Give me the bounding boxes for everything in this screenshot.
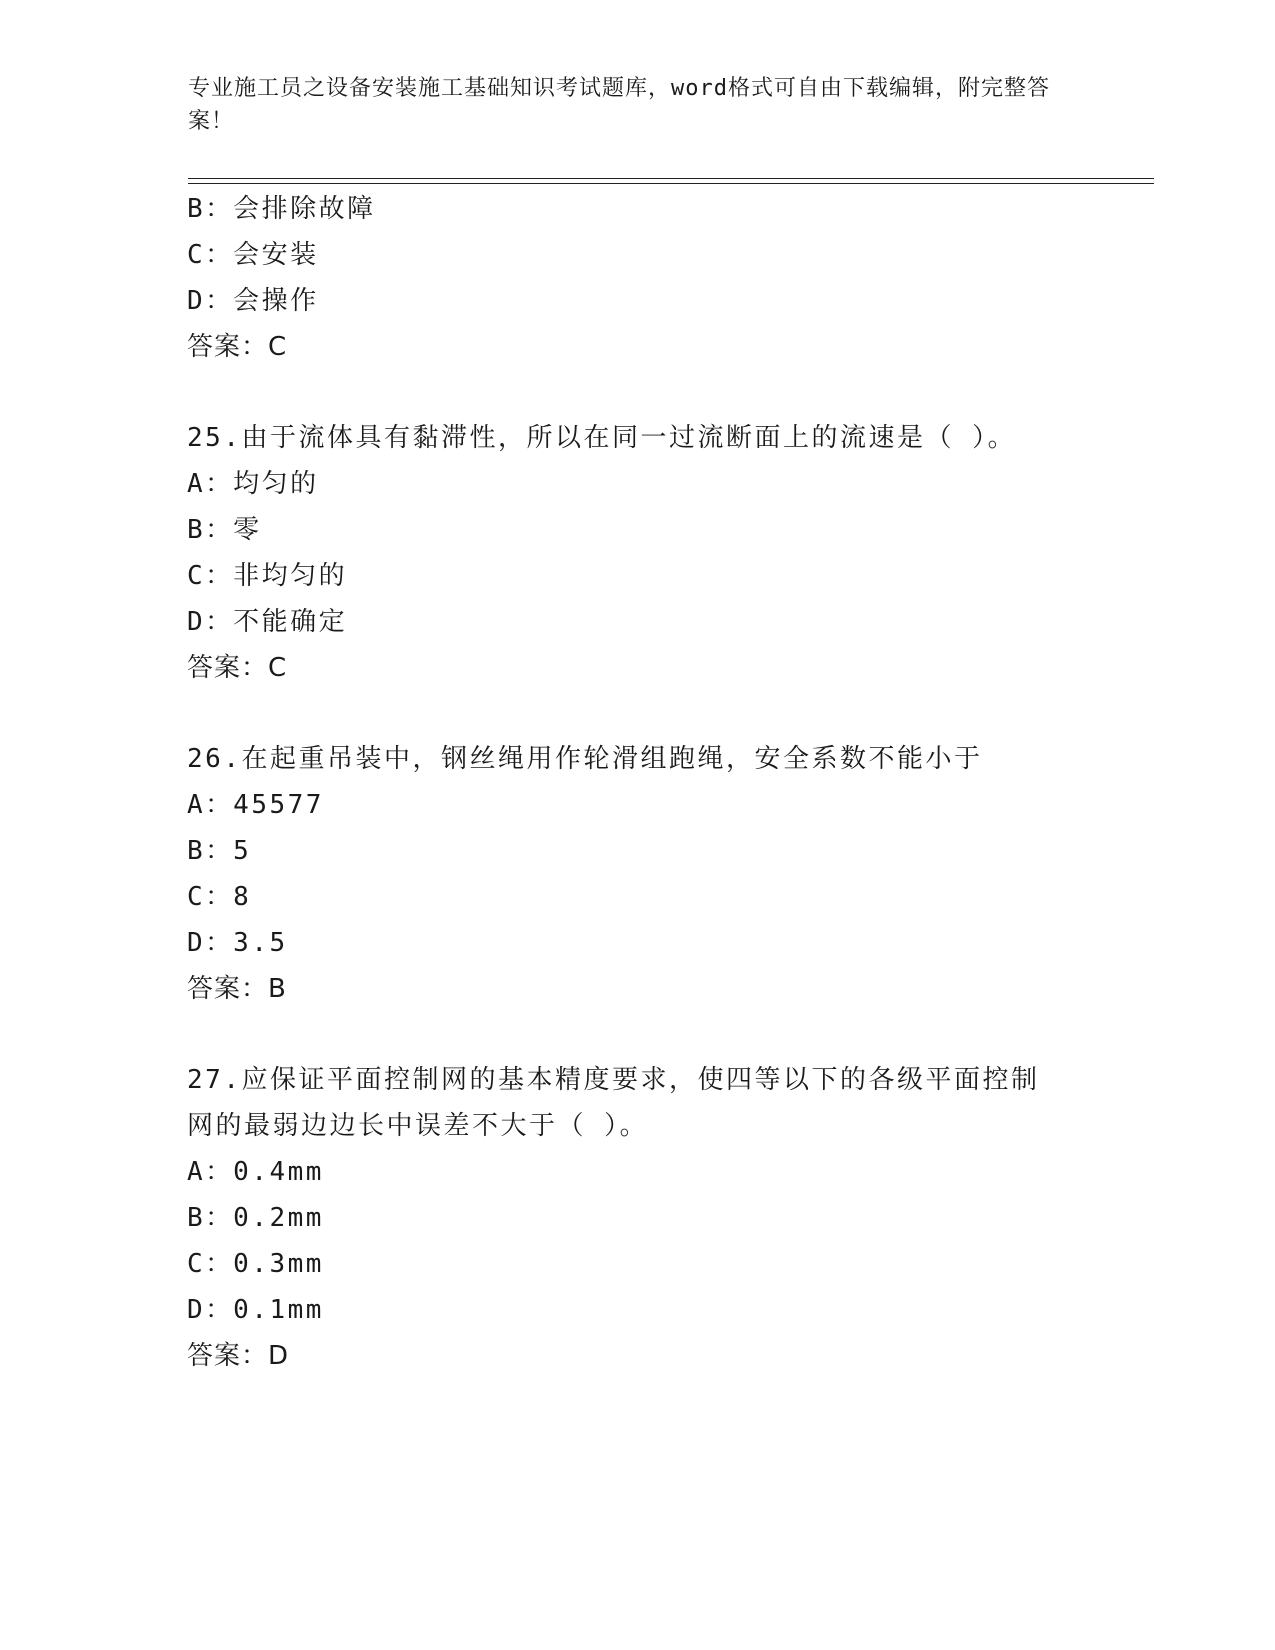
option-c: C ： 会安装 (187, 232, 1087, 278)
option-b: B ： 会排除故障 (187, 186, 1087, 232)
option-c: C ： 0.3mm (187, 1241, 1087, 1287)
answer-line: 答案 ： B (187, 966, 1087, 1012)
answer-line: 答案 ： C (187, 324, 1087, 370)
question-list (187, 186, 1087, 1379)
header-divider-bottom (188, 183, 1154, 184)
option-b: B ： 5 (187, 828, 1087, 874)
question-block-27 (187, 1057, 1087, 1379)
option-c: C ： 非均匀的 (187, 553, 1087, 599)
option-d: D ： 3.5 (187, 920, 1087, 966)
question-stem: 26 . 在起重吊装中，钢丝绳用作轮滑组跑绳，安全系数不能小于 (187, 736, 1087, 782)
question-stem: 25 . 由于流体具有黏滞性，所以在同一过流断面上的流速是（ ）。 (187, 415, 1087, 461)
option-d: D ： 会操作 (187, 278, 1087, 324)
answer-line: 答案 ： C (187, 645, 1087, 691)
answer-line: 答案 ： D (187, 1333, 1087, 1379)
question-block-25 (187, 415, 1087, 691)
option-d: D ： 0.1mm (187, 1287, 1087, 1333)
option-a: A ： 均匀的 (187, 461, 1087, 507)
option-a: A ： 45577 (187, 782, 1087, 828)
document-header: 专业施工员之设备安装施工基础知识考试题库，word格式可自由下载编辑，附完整答案！ (188, 76, 1050, 134)
header-divider-top (188, 178, 1154, 179)
question-stem: 27 . 应保证平面控制网的基本精度要求，使四等以下的各级平面控制网的最弱边边长中误差不大于（ ）。 (187, 1057, 1057, 1149)
option-a: A ： 0.4mm (187, 1149, 1087, 1195)
question-block-26 (187, 736, 1087, 1012)
option-c: C ： 8 (187, 874, 1087, 920)
option-b: B ： 零 (187, 507, 1087, 553)
option-b: B ： 0.2mm (187, 1195, 1087, 1241)
question-block-partial (187, 186, 1087, 370)
option-d: D ： 不能确定 (187, 599, 1087, 645)
